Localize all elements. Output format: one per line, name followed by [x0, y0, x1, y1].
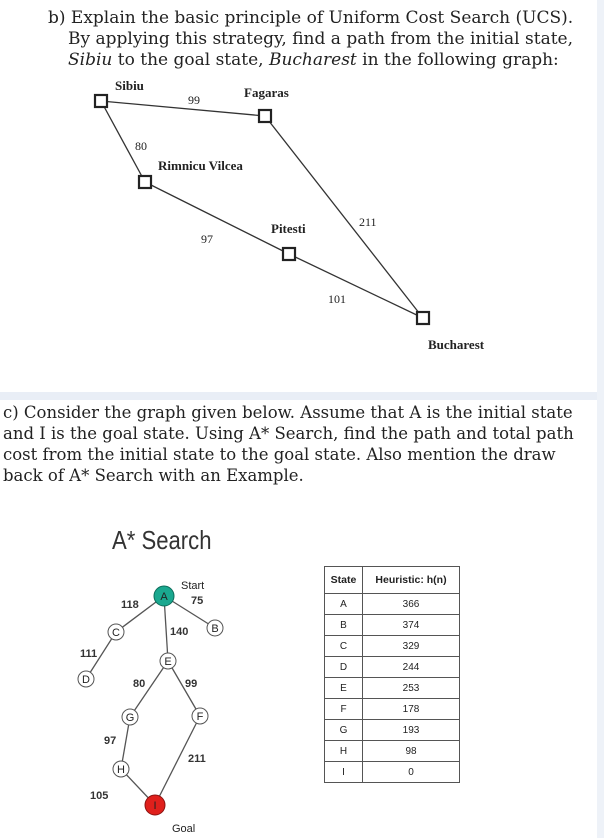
start-state-emph: Sibiu	[68, 50, 113, 70]
table-row	[325, 678, 460, 699]
label-sibiu: Sibiu	[115, 78, 144, 93]
h-cell: 253	[363, 678, 460, 699]
table-row	[325, 594, 460, 615]
state-cell: D	[325, 657, 363, 678]
table-row	[325, 741, 460, 762]
table-row	[325, 615, 460, 636]
cost-sibiu-fagaras: 99	[188, 93, 200, 107]
astar-label-g: G	[125, 712, 135, 724]
label-bucharest: Bucharest	[428, 337, 485, 352]
astar-label-e: E	[164, 656, 172, 668]
h-cell: 178	[363, 699, 460, 720]
astar-cost-f-i: 211	[188, 753, 206, 765]
state-cell: C	[325, 636, 363, 657]
astar-cost-e-g: 80	[133, 678, 146, 690]
state-header: State	[325, 567, 363, 594]
h-cell: 0	[363, 762, 460, 783]
state-cell: F	[325, 699, 363, 720]
table-row	[325, 720, 460, 741]
state-cell: G	[325, 720, 363, 741]
state-cell: I	[325, 762, 363, 783]
label-rimnicu: Rimnicu Vilcea	[158, 158, 243, 173]
cost-sibiu-rimnicu: 80	[135, 139, 147, 153]
h-cell: 193	[363, 720, 460, 741]
question-b-line-3b: in the following graph:	[356, 50, 559, 70]
astar-label-a: A	[160, 591, 168, 603]
table-row	[325, 699, 460, 720]
astar-label-h: H	[117, 764, 125, 776]
astar-title: A* Search	[112, 525, 212, 555]
cost-rimnicu-pitesti: 97	[201, 232, 213, 246]
astar-cost-g-h: 97	[104, 735, 117, 747]
h-cell: 374	[363, 615, 460, 636]
astar-label-b: B	[211, 623, 219, 635]
start-label: Start	[181, 580, 205, 592]
question-c-line-2: and I is the goal state. Using A* Search, find the path and total path	[3, 424, 574, 443]
table-row	[325, 762, 460, 783]
astar-cost-a-b: 75	[191, 595, 204, 607]
astar-label-d: D	[82, 674, 90, 686]
h-cell: 98	[363, 741, 460, 762]
question-c-line-1: c) Consider the graph given below. Assume that A is the initial state	[3, 403, 573, 422]
astar-cost-h-i: 105	[90, 790, 109, 802]
question-b-line-1: b) Explain the basic principle of Uniform Cost Search (UCS).	[48, 8, 574, 28]
state-cell: A	[325, 594, 363, 615]
astar-cost-c-d: 111	[80, 648, 98, 660]
goal-state-emph: Bucharest	[268, 50, 357, 70]
question-c-line-3: cost from the initial state to the goal state. Also mention the draw	[3, 445, 556, 464]
heuristic-header-row	[325, 567, 460, 594]
label-pitesti: Pitesti	[271, 221, 306, 236]
state-cell: H	[325, 741, 363, 762]
astar-label-f: F	[196, 711, 204, 723]
h-cell: 244	[363, 657, 460, 678]
astar-cost-e-f: 99	[185, 678, 198, 690]
heuristic-table	[324, 566, 460, 783]
cost-fagaras-bucharest: 211	[359, 215, 377, 229]
astar-label-c: C	[112, 627, 120, 639]
goal-label: Goal	[172, 823, 196, 835]
table-row	[325, 636, 460, 657]
h-cell: 366	[363, 594, 460, 615]
question-b-line-3a: to the goal state,	[117, 50, 269, 70]
h-cell: 329	[363, 636, 460, 657]
astar-cost-a-c: 118	[121, 599, 139, 611]
state-cell: E	[325, 678, 363, 699]
label-fagaras: Fagaras	[244, 85, 289, 100]
cost-pitesti-bucharest: 101	[328, 292, 346, 306]
astar-label-i: I	[153, 800, 157, 812]
state-cell: B	[325, 615, 363, 636]
question-c-line-4: back of A* Search with an Example.	[3, 466, 304, 485]
question-b-line-2: By applying this strategy, find a path from the initial state,	[68, 29, 573, 49]
heuristic-header: Heuristic: h(n)	[363, 567, 460, 594]
table-row	[325, 657, 460, 678]
astar-cost-a-e: 140	[170, 626, 189, 638]
